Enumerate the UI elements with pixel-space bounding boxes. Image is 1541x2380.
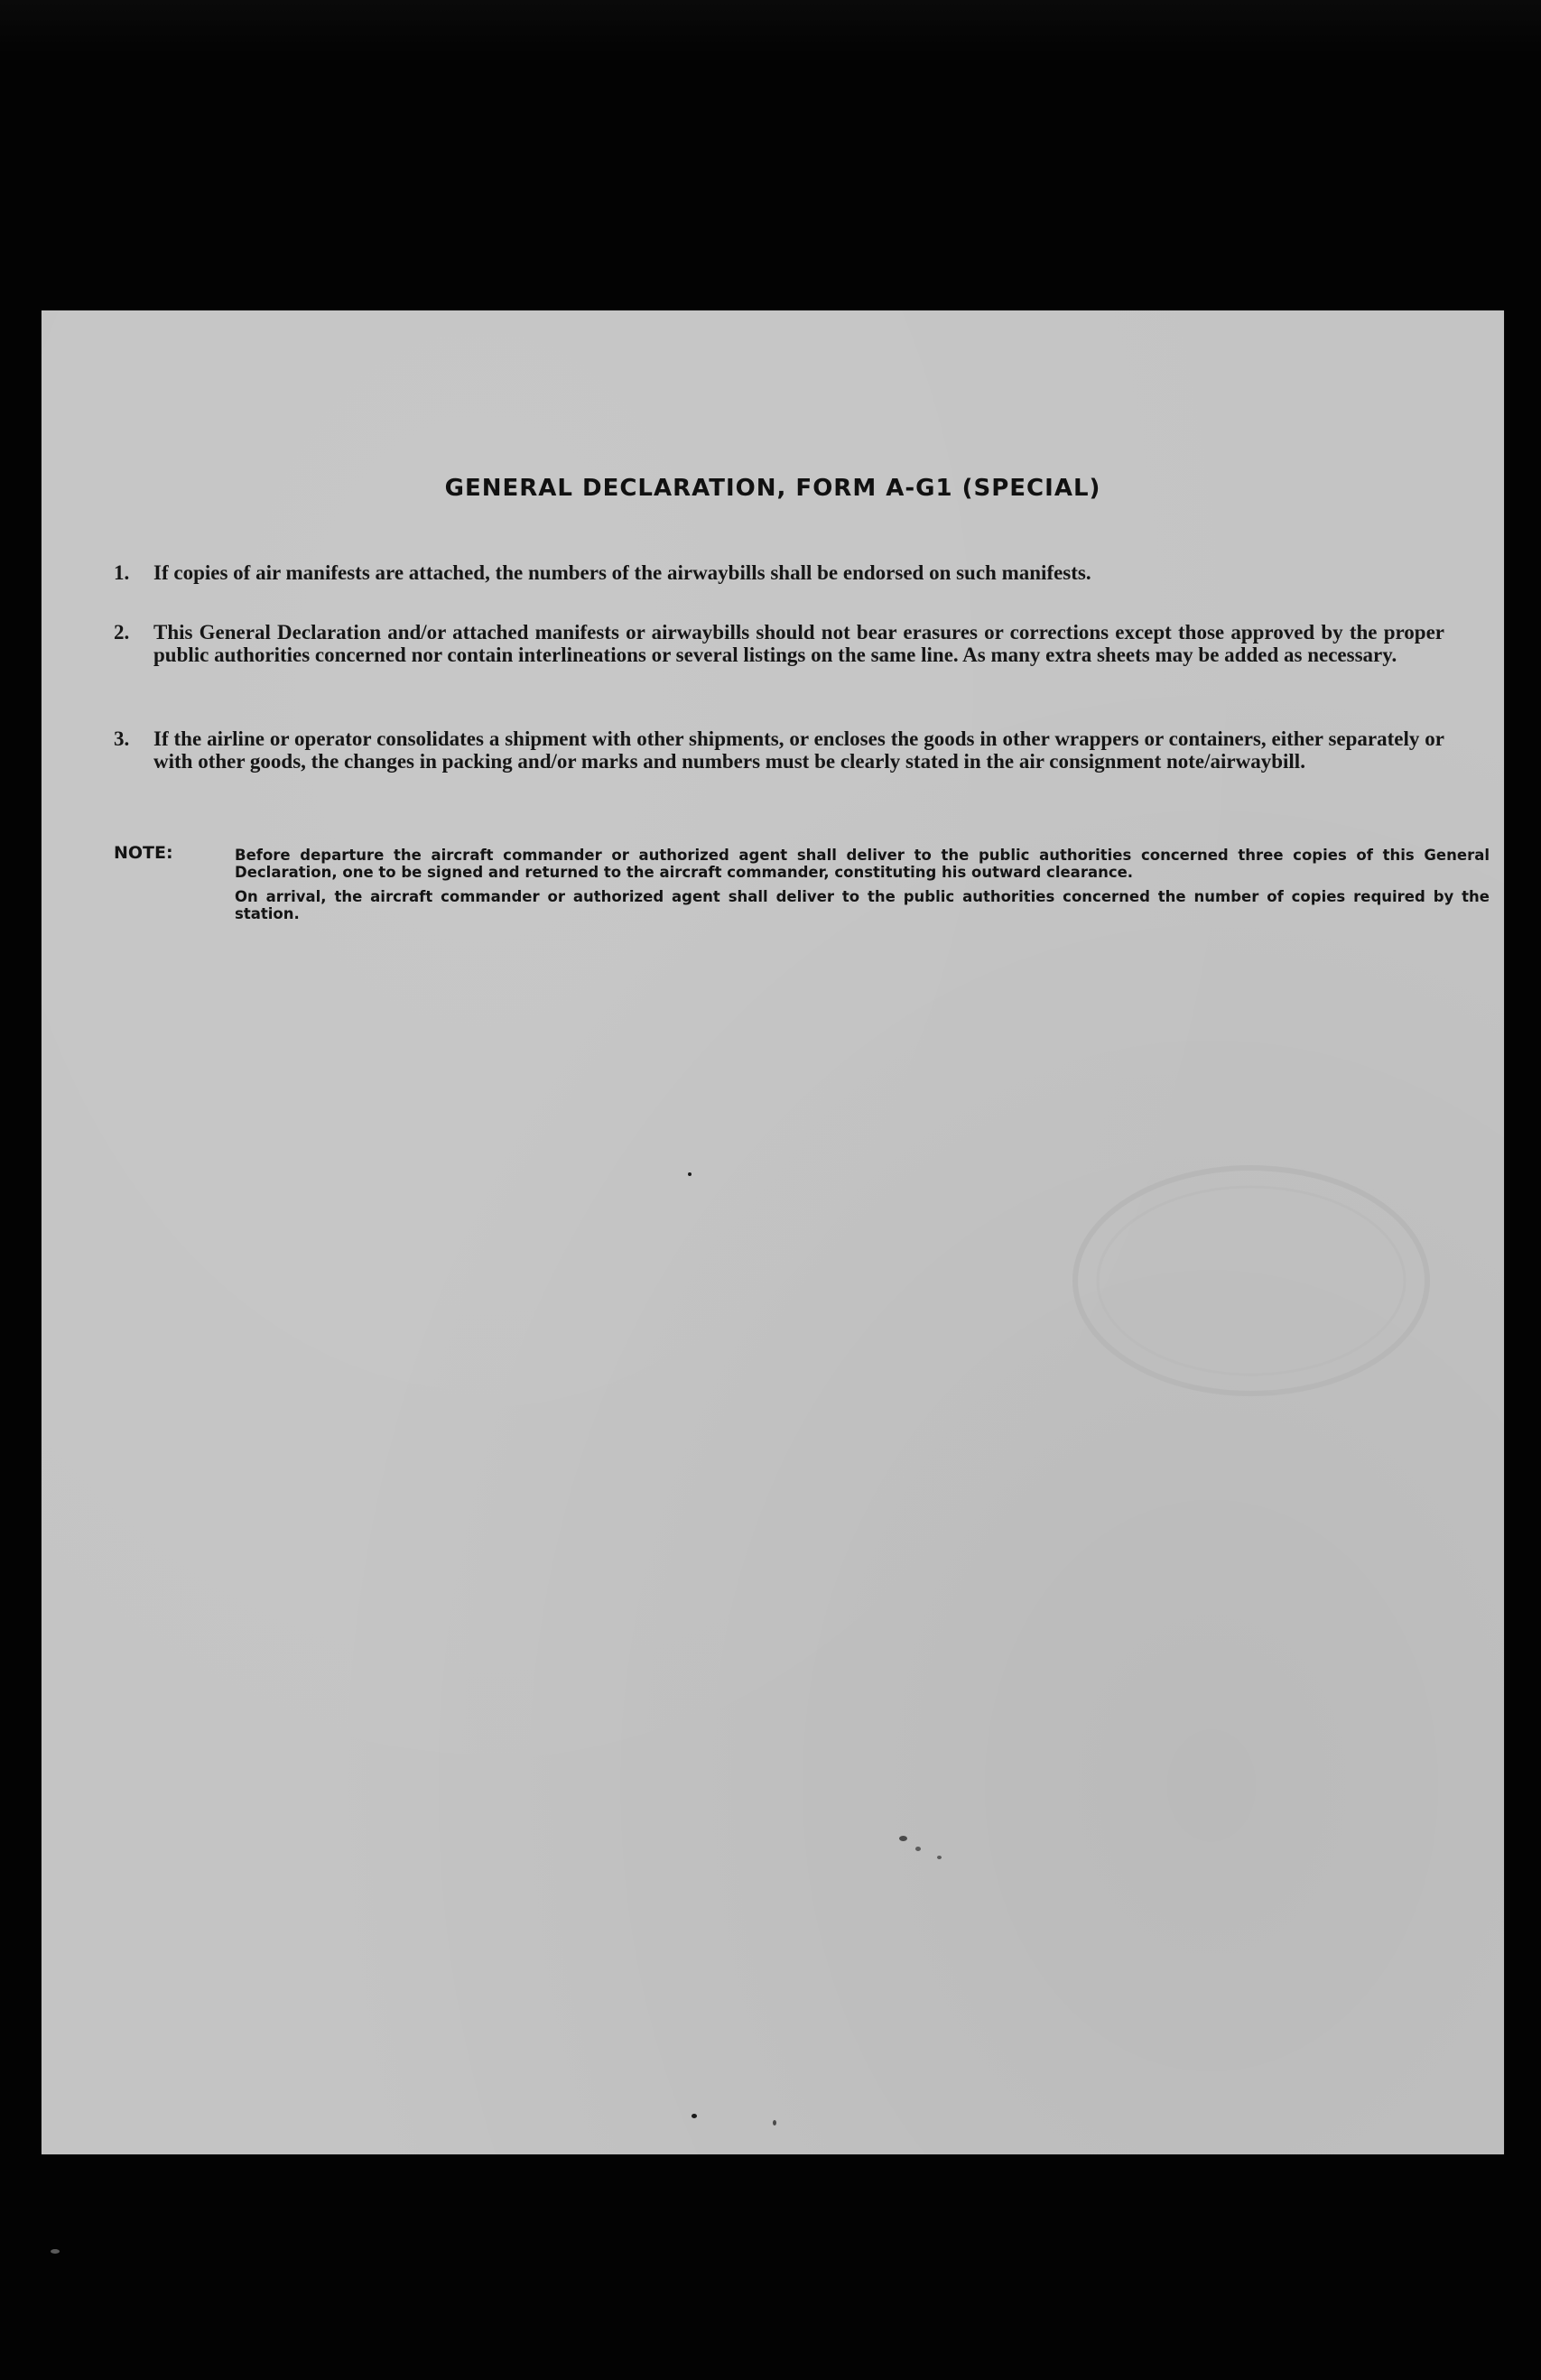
item-number: 2. [114, 621, 130, 644]
faint-stamp-bleedthrough [1062, 1150, 1441, 1412]
paper-speck [915, 1847, 921, 1851]
paper-speck [773, 2120, 776, 2125]
item-text: This General Declaration and/or attached manifests or airwaybills should not bear erasures or corrections except those approved by the proper public authorities concerned nor contain interlineations or several listings on the same line. As many extra sheets may be added as necessary. [153, 621, 1444, 666]
paper-speck [937, 1856, 942, 1859]
document-page [42, 310, 1504, 2154]
document-title: GENERAL DECLARATION, FORM A-G1 (SPECIAL) [444, 475, 1101, 502]
instruction-item-2 [114, 621, 1450, 693]
item-text: If copies of air manifests are attached, the numbers of the airwaybills shall be endorsed on such manifests. [153, 561, 1091, 584]
note-label: NOTE: [114, 843, 173, 863]
note-paragraph-departure: Before departure the aircraft commander or authorized agent shall deliver to the public authorities concerned three copies of this General Declaration, one to be signed and returned to the aircraft commander, constituting his outward clearance. [235, 847, 1490, 881]
instruction-item-3 [114, 727, 1450, 800]
paper-speck [692, 2114, 697, 2118]
paper-speck [899, 1836, 907, 1841]
scan-speck [51, 2249, 60, 2254]
scan-background [0, 0, 1541, 54]
note-paragraph-arrival: On arrival, the aircraft commander or authorized agent shall deliver to the public authorities concerned the number of copies required by the station. [235, 888, 1490, 922]
item-text: If the airline or operator consolidates a shipment with other shipments, or encloses the goods in other wrappers or containers, either separately or with other goods, the changes in packing and/or marks and numbers must be clearly stated in the air consignment note/airwaybill. [153, 727, 1444, 773]
item-number: 3. [114, 727, 130, 750]
instruction-item-1 [114, 561, 1450, 588]
paper-speck [688, 1172, 692, 1176]
item-number: 1. [114, 561, 130, 584]
